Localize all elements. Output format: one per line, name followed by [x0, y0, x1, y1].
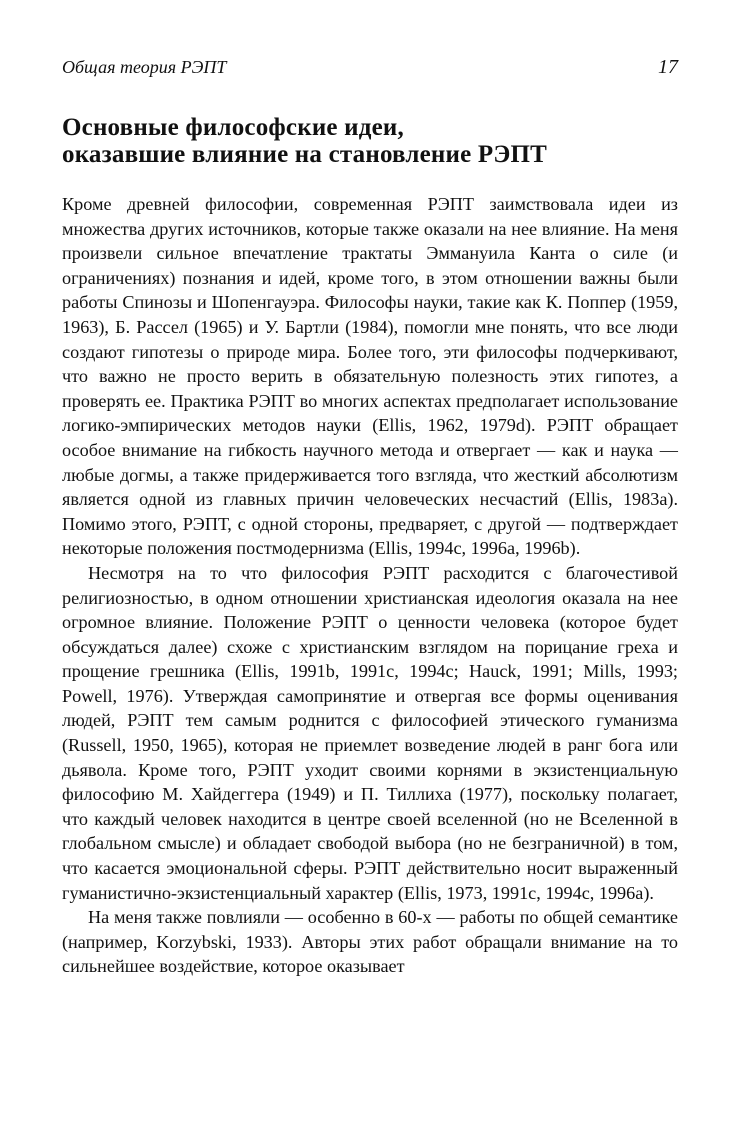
- body-text: [62, 192, 678, 979]
- paragraph-1: Кроме древней философии, современная РЭПТ заимствовала идеи из множества других источников, которые также оказали на нее влияние. На меня произвели сильное впечатление трактаты Эммануила Канта о силе (и ограничениях) познания и идей, кроме того, в этом отношении важны были работы Спинозы и Шопенгауэра. Философы науки, такие как К. Поппер (1959, 1963), Б. Рассел (1965) и У. Бартли (1984), помогли мне понять, что все люди создают гипотезы о природе мира. Более того, эти философы подчеркивают, что важно не просто верить в обязательную полезность этих гипотез, а проверять ее. Практика РЭПТ во многих аспектах предполагает использование логико-эмпирических методов науки (Ellis, 1962, 1979d). РЭПТ обращает особое внимание на гибкость научного метода и отвергает — как и наука — любые догмы, а также придерживается того взгляда, что жесткий абсолютизм является одной из главных причин человеческих несчастий (Ellis, 1983a). Помимо этого, РЭПТ, с одной стороны, предваряет, с другой — подтверждает некоторые положения постмодернизма (Ellis, 1994c, 1996a, 1996b).: [62, 194, 678, 559]
- paragraph-3: На меня также повлияли — особенно в 60-х — работы по общей семантике (например, Korzybski, 1933). Авторы этих работ обращали внимание на то сильнейшее воздействие, которое оказывает: [62, 907, 678, 977]
- section-heading: [62, 114, 678, 168]
- section-heading-line-2: оказавшие влияние на становление РЭПТ: [62, 141, 548, 168]
- page-number: 17: [658, 56, 678, 78]
- paragraph-2: Несмотря на то что философия РЭПТ расходится с благочестивой религиозностью, в одном отношении христианская идеология оказала на нее огромное влияние. Положение РЭПТ о ценности человека (которое будет обсуждаться далее) схоже с христианским взглядом на порицание греха и прощение грешника (Ellis, 1991b, 1991c, 1994c; Hauck, 1991; Mills, 1993; Powell, 1976). Утверждая самопринятие и отвергая все формы оценивания людей, РЭПТ тем самым роднится с философией этического гуманизма (Russell, 1950, 1965), которая не приемлет возведение людей в ранг бога или дьявола. Кроме того, РЭПТ уходит своими корнями в экзистенциальную философию М. Хайдеггера (1949) и П. Тиллиха (1977), поскольку полагает, что каждый человек находится в центре своей вселенной (но не Вселенной в глобальном смысле) и обладает свободой выбора (но не безграничной) в том, что касается эмоциональной сферы. РЭПТ действительно носит выраженный гуманистично-экзистенциальный характер (Ellis, 1973, 1991c, 1994c, 1996a).: [62, 562, 678, 903]
- running-title: Общая теория РЭПТ: [62, 57, 227, 77]
- section-heading-line-1: Основные философские идеи,: [62, 114, 404, 141]
- book-page: [62, 56, 678, 979]
- running-header: [62, 56, 678, 94]
